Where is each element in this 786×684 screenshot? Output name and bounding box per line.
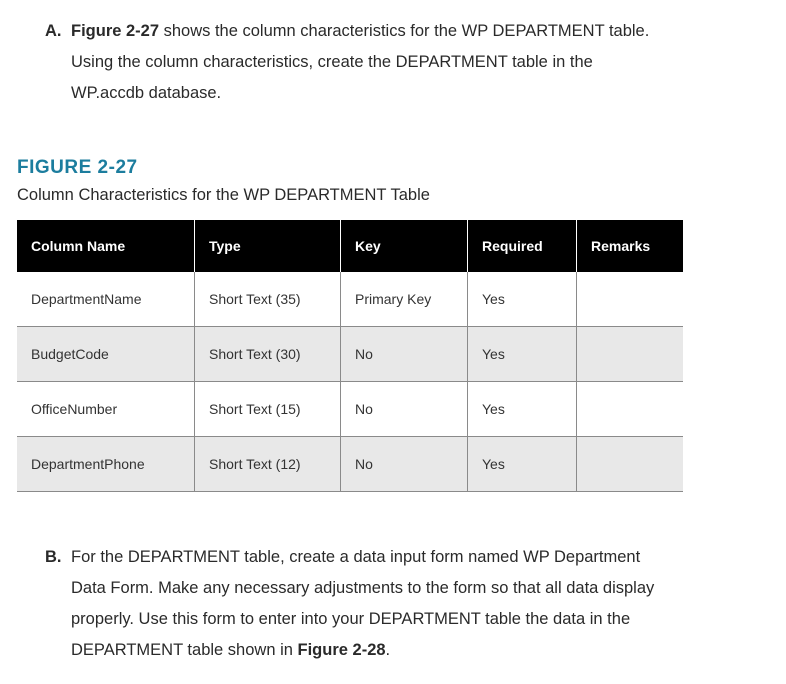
instruction-a-line2: Using the column characteristics, create the DEPARTMENT table in the (71, 53, 593, 71)
instruction-b-line4-start: DEPARTMENT table shown in (71, 641, 298, 659)
instruction-a (45, 16, 745, 109)
cell-required: Yes (468, 327, 577, 382)
instruction-b-line2: Data Form. Make any necessary adjustments to the form so that all data display (71, 579, 655, 597)
table-row (17, 382, 683, 437)
cell-column-name: DepartmentPhone (17, 437, 195, 492)
cell-type: Short Text (12) (195, 437, 341, 492)
cell-type: Short Text (30) (195, 327, 341, 382)
instruction-a-line3: WP.accdb database. (71, 84, 222, 102)
cell-type: Short Text (15) (195, 382, 341, 437)
instruction-a-line1: shows the column characteristics for the WP DEPARTMENT table. (159, 22, 650, 40)
cell-column-name: DepartmentName (17, 272, 195, 327)
table-row (17, 272, 683, 327)
instruction-b-line3: properly. Use this form to enter into your DEPARTMENT table the data in the (71, 610, 631, 628)
figure-title: FIGURE 2-27 (17, 157, 138, 178)
cell-remarks (577, 272, 684, 327)
cell-key: No (341, 437, 468, 492)
cell-remarks (577, 382, 684, 437)
table-row (17, 327, 683, 382)
cell-column-name: OfficeNumber (17, 382, 195, 437)
instruction-b-line4 (45, 635, 745, 666)
instruction-b-line4-end: . (385, 641, 391, 659)
cell-required: Yes (468, 272, 577, 327)
figure-reference: Figure 2-28 (297, 641, 386, 659)
header-required: Required (468, 220, 577, 272)
cell-key: No (341, 382, 468, 437)
cell-remarks (577, 437, 684, 492)
header-column-name: Column Name (17, 220, 195, 272)
cell-key: No (341, 327, 468, 382)
figure-caption: Column Characteristics for the WP DEPARTMENT Table (17, 186, 430, 204)
table-header-row (17, 220, 683, 272)
cell-required: Yes (468, 437, 577, 492)
cell-type: Short Text (35) (195, 272, 341, 327)
table-row (17, 437, 683, 492)
header-remarks: Remarks (577, 220, 684, 272)
column-characteristics-table (17, 220, 683, 492)
figure-reference: Figure 2-27 (71, 22, 160, 40)
cell-remarks (577, 327, 684, 382)
cell-column-name: BudgetCode (17, 327, 195, 382)
instruction-a-label: A. (45, 22, 62, 40)
instruction-b (45, 542, 745, 666)
instruction-b-label: B. (45, 548, 62, 566)
cell-key: Primary Key (341, 272, 468, 327)
header-key: Key (341, 220, 468, 272)
cell-required: Yes (468, 382, 577, 437)
header-type: Type (195, 220, 341, 272)
instruction-b-line1: For the DEPARTMENT table, create a data input form named WP Department (71, 548, 641, 566)
